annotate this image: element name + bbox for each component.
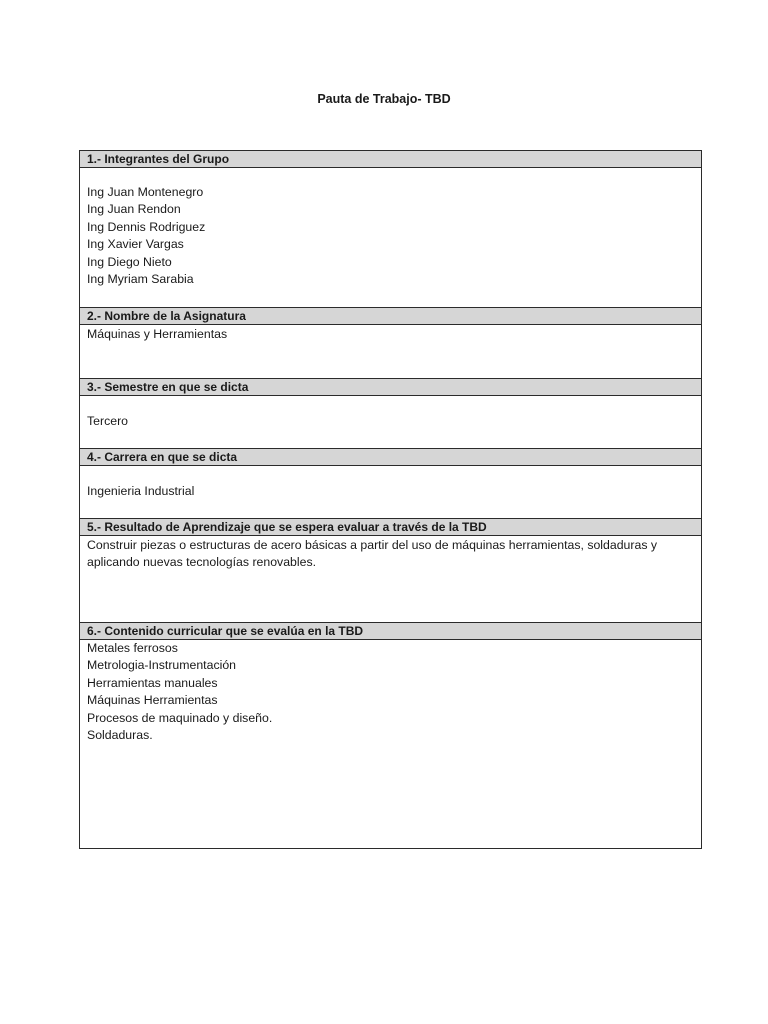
- section-body: [80, 536, 701, 623]
- content-item: Metales ferrosos: [87, 641, 178, 655]
- section-body: [80, 396, 701, 449]
- semester-value: Tercero: [87, 414, 129, 428]
- subject-name: Máquinas y Herramientas: [87, 327, 228, 341]
- section-header: 1.- Integrantes del Grupo: [80, 151, 701, 168]
- form-table: [79, 150, 702, 849]
- section-body: [80, 325, 701, 379]
- content-item: Herramientas manuales: [87, 675, 218, 690]
- section-header: 2.- Nombre de la Asignatura: [80, 308, 701, 325]
- content-item: Procesos de maquinado y diseño.: [87, 710, 273, 725]
- section-body: [80, 168, 701, 308]
- content-item: Metrologia-Instrumentación: [87, 658, 236, 673]
- content-item: Soldaduras.: [87, 728, 153, 743]
- section-semester: [80, 379, 701, 449]
- member-name: Ing Dennis Rodriguez: [87, 219, 206, 234]
- member-name: Ing Xavier Vargas: [87, 237, 184, 252]
- section-career: [80, 449, 701, 519]
- career-value: Ingenieria Industrial: [87, 484, 195, 498]
- section-header: 3.- Semestre en que se dicta: [80, 379, 701, 396]
- section-subject-name: [80, 308, 701, 379]
- section-curricular-content: [80, 623, 701, 848]
- member-name: Ing Juan Rendon: [87, 202, 181, 217]
- section-body: [80, 466, 701, 519]
- section-header: 6.- Contenido curricular que se evalúa en la TBD: [80, 623, 701, 640]
- section-header: 5.- Resultado de Aprendizaje que se espera evaluar a través de la TBD: [80, 519, 701, 536]
- member-name: Ing Diego Nieto: [87, 254, 172, 269]
- section-header: 4.- Carrera en que se dicta: [80, 449, 701, 466]
- outcome-text-line: aplicando nuevas tecnologías renovables.: [87, 555, 317, 570]
- section-group-members: [80, 151, 701, 308]
- member-name: Ing Juan Montenegro: [87, 185, 204, 199]
- section-learning-outcome: [80, 519, 701, 623]
- outcome-text-line: Construir piezas o estructuras de acero básicas a partir del uso de máquinas herramientas, soldaduras y: [87, 538, 658, 552]
- member-name: Ing Myriam Sarabia: [87, 272, 194, 287]
- document-title: Pauta de Trabajo- TBD: [317, 92, 451, 106]
- section-body: [80, 640, 701, 848]
- content-item: Máquinas Herramientas: [87, 693, 218, 708]
